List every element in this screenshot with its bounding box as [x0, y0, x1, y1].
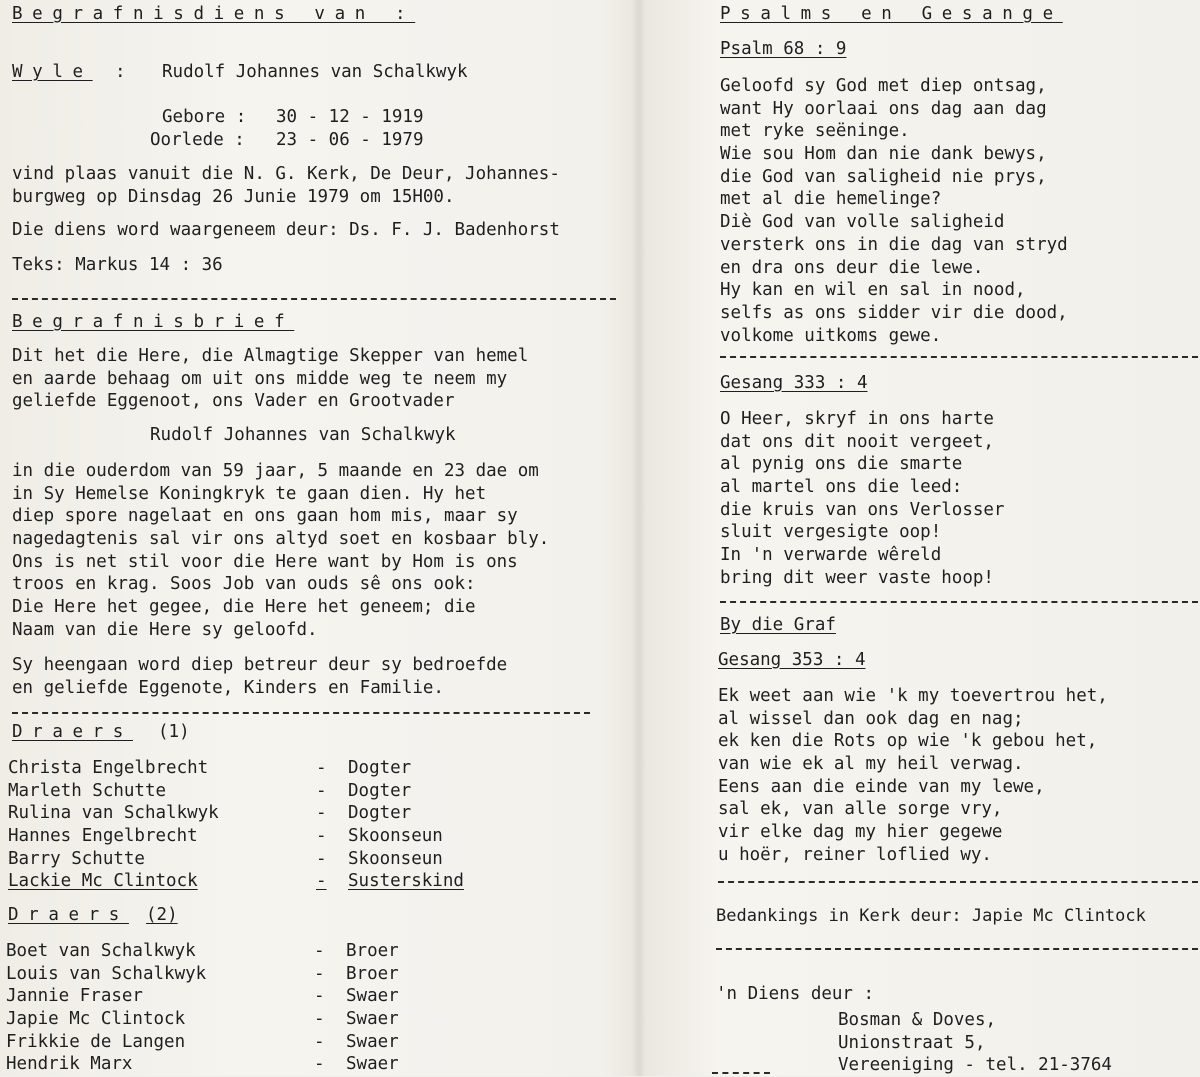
mourning-line: en geliefde Eggenote, Kinders en Familie.	[12, 677, 444, 698]
bearer-relation: Dogter	[348, 803, 412, 824]
letter-line: geliefde Eggenoot, ons Vader en Grootvader	[12, 391, 455, 412]
hymn-line: sal ek, van alle sorge vry,	[718, 799, 1003, 820]
hymn-line: In 'n verwarde wêreld	[720, 545, 942, 566]
bearer-relation: Skoonseun	[348, 826, 443, 847]
bearer-relation: Susterskind	[348, 871, 464, 892]
grave-heading: By die Graf	[720, 615, 836, 635]
bearers-2-number: (2)	[146, 905, 178, 925]
bearer-row	[6, 1031, 506, 1054]
bearer-name: Frikkie de Langen	[6, 1031, 186, 1052]
letter-line: Dit het die Here, die Almagtige Skepper van hemel	[12, 346, 529, 366]
deceased-label: Wyle	[12, 62, 93, 82]
bearer-dash: -	[314, 941, 325, 961]
bearer-row	[6, 963, 506, 986]
divider	[720, 356, 1198, 358]
bearer-name: Marleth Schutte	[8, 780, 167, 801]
bearer-relation: Dogter	[348, 780, 412, 801]
bearer-dash: -	[316, 848, 327, 869]
bearer-name: Jannie Fraser	[6, 986, 143, 1007]
letter-line: in Sy Hemelse Koningkryk te gaan dien. Hy het	[12, 483, 487, 504]
bearer-dash: -	[316, 826, 327, 847]
thanks-text: Bedankings in Kerk deur: Japie Mc Clintock	[716, 906, 1146, 926]
bearer-name: Barry Schutte	[8, 848, 145, 869]
undertaker-address	[838, 1009, 1112, 1077]
deceased-name: Rudolf Johannes van Schalkwyk	[162, 62, 468, 82]
divider	[712, 1072, 770, 1074]
bearer-name: Lackie Mc Clintock	[8, 871, 198, 892]
psalm-line: en dra ons deur die lewe.	[720, 257, 984, 278]
letter-line: in die ouderdom van 59 jaar, 5 maande en 23 dae om	[12, 461, 539, 481]
letter-line: diep spore nagelaat en ons gaan hom mis, maar sy	[12, 506, 518, 527]
hymn-1-text	[720, 408, 1004, 590]
hymn-1-title: Gesang 333 : 4	[720, 373, 868, 393]
bearer-dash: -	[314, 1009, 325, 1030]
letter-heading: Begrafnisbrief	[12, 312, 295, 332]
died-date: 23 - 06 - 1979	[276, 130, 424, 150]
bearer-row	[6, 985, 506, 1008]
died-label: Oorlede :	[150, 130, 245, 150]
bearer-relation: Broer	[346, 963, 399, 984]
hymn-line: van wie ek al my heil verwag.	[718, 754, 1024, 775]
letter-paragraph-1	[12, 345, 528, 413]
bearers-1-number: (1)	[158, 722, 190, 742]
psalm-line: Hy kan en wil en sal in nood,	[720, 280, 1026, 301]
hymn-line: al pynig ons die smarte	[720, 454, 963, 475]
bearer-dash: -	[314, 986, 325, 1007]
divider	[716, 948, 1198, 950]
bearer-row	[8, 825, 508, 848]
psalm-line: selfs as ons sidder vir die dood,	[720, 302, 1068, 323]
bearer-relation: Swaer	[346, 1009, 399, 1030]
officiant-text: Die diens word waargeneem deur: Ds. F. J. Badenhorst	[12, 220, 560, 240]
letter-line: Die Here het gegee, die Here het geneem; die	[12, 597, 476, 618]
hymn-line: sluit vergesigte oop!	[720, 522, 942, 543]
bearer-dash: -	[316, 780, 327, 801]
bearers-2-list	[6, 940, 506, 1076]
letter-line: Naam van die Here sy geloofd.	[12, 619, 318, 640]
bearer-row	[6, 1008, 506, 1031]
mourning-line: Sy heengaan word diep betreur deur sy bedroefde	[12, 655, 508, 675]
bearers-2-label: Draers	[8, 905, 129, 925]
psalm-line: Diè God van volle saligheid	[720, 212, 1005, 233]
service-heading: Begrafnisdiens van :	[12, 4, 416, 24]
letter-paragraph-2	[12, 460, 549, 642]
hymn-line: al wissel dan ook dag en nag;	[718, 708, 1024, 729]
bearer-name: Hannes Engelbrecht	[8, 826, 198, 847]
psalm-title: Psalm 68 : 9	[720, 39, 847, 59]
deceased-label-sep: :	[115, 62, 126, 82]
hymn-line: u hoër, reiner loflied wy.	[718, 844, 992, 865]
psalm-line: want Hy oorlaai ons dag aan dag	[720, 98, 1047, 119]
bearer-row	[8, 848, 508, 871]
hymn-line: ek ken die Rots op wie 'k gebou het,	[718, 731, 1098, 752]
divider	[12, 298, 616, 300]
bearer-relation: Skoonseun	[348, 848, 443, 869]
service-by-label: 'n Diens deur :	[716, 984, 875, 1004]
bearer-row	[8, 757, 508, 780]
hymn-line: Eens aan die einde van my lewe,	[718, 776, 1045, 797]
bearer-name: Christa Engelbrecht	[8, 758, 209, 778]
bearer-relation: Swaer	[346, 986, 399, 1007]
bearer-dash: -	[314, 963, 325, 984]
bearer-dash: -	[316, 758, 327, 778]
psalm-line: met ryke seëninge.	[720, 121, 910, 142]
bearer-relation: Swaer	[346, 1031, 399, 1052]
letter-line: troos en krag. Soos Job van ouds sê ons ook:	[12, 574, 476, 595]
undertaker-line: Unionstraat 5,	[838, 1032, 986, 1053]
undertaker-line: Bosman & Doves,	[838, 1010, 997, 1030]
bearer-row	[6, 1053, 506, 1076]
scripture-text: Teks: Markus 14 : 36	[12, 255, 223, 275]
bearer-relation: Swaer	[346, 1054, 399, 1075]
psalm-line: volkome uitkoms gewe.	[720, 325, 942, 346]
bearer-row	[6, 940, 506, 963]
bearer-name: Boet van Schalkwyk	[6, 941, 196, 961]
psalm-line: versterk ons in die dag van stryd	[720, 234, 1068, 255]
divider	[718, 881, 1198, 883]
bearer-dash: -	[314, 1031, 325, 1052]
psalm-text	[720, 75, 1068, 347]
bearer-relation: Broer	[346, 941, 399, 961]
letter-line: nagedagtenis sal vir ons altyd soet en kosbaar bly.	[12, 529, 550, 550]
bearer-name: Japie Mc Clintock	[6, 1009, 186, 1030]
mourning-text	[12, 654, 507, 699]
divider	[12, 712, 590, 714]
bearer-name: Rulina van Schalkwyk	[8, 803, 219, 824]
hymn-line: bring dit weer vaste hoop!	[720, 567, 994, 588]
born-date: 30 - 12 - 1919	[276, 107, 424, 127]
venue-text	[12, 163, 560, 208]
letter-line: Ons is net stil voor die Here want by Hom is ons	[12, 551, 518, 572]
letter-line: en aarde behaag om uit ons midde weg te neem my	[12, 368, 508, 389]
bearer-row	[8, 780, 508, 803]
psalm-line: met al die hemelinge?	[720, 189, 942, 210]
hymn-line: vir elke dag my hier gegewe	[718, 822, 1003, 843]
psalm-line: Wie sou Hom dan nie dank bewys,	[720, 144, 1047, 165]
bearer-row	[8, 870, 508, 893]
hymn-line: O Heer, skryf in ons harte	[720, 409, 994, 429]
psalm-line: die God van saligheid nie prys,	[720, 166, 1047, 187]
bearer-dash: -	[316, 871, 327, 892]
undertaker-line: Vereeniging - tel. 21-3764	[838, 1055, 1112, 1076]
psalm-line: Geloofd sy God met diep ontsag,	[720, 76, 1047, 96]
letter-deceased-name: Rudolf Johannes van Schalkwyk	[150, 425, 456, 445]
venue-line: vind plaas vanuit die N. G. Kerk, De Deur, Johannes-	[12, 164, 560, 184]
hymns-heading: Psalms en Gesange	[720, 4, 1063, 24]
venue-line: burgweg op Dinsdag 26 Junie 1979 om 15H00.	[12, 186, 455, 207]
bearers-1-list	[8, 757, 508, 893]
bearer-name: Hendrik Marx	[6, 1054, 133, 1075]
hymn-line: Ek weet aan wie 'k my toevertrou het,	[718, 686, 1108, 706]
bearer-name: Louis van Schalkwyk	[6, 963, 207, 984]
hymn-line: dat ons dit nooit vergeet,	[720, 431, 994, 452]
bearer-dash: -	[316, 803, 327, 824]
bearer-row	[8, 802, 508, 825]
page-fold	[632, 0, 646, 1076]
divider	[720, 601, 1198, 603]
bearer-dash: -	[314, 1054, 325, 1075]
born-label: Gebore :	[162, 107, 247, 127]
hymn-2-title: Gesang 353 : 4	[718, 650, 866, 670]
hymn-line: al martel ons die leed:	[720, 477, 963, 498]
hymn-2-text	[718, 685, 1108, 867]
bearer-relation: Dogter	[348, 758, 412, 778]
hymn-line: die kruis van ons Verlosser	[720, 499, 1005, 520]
bearers-1-label: Draers	[12, 722, 133, 742]
